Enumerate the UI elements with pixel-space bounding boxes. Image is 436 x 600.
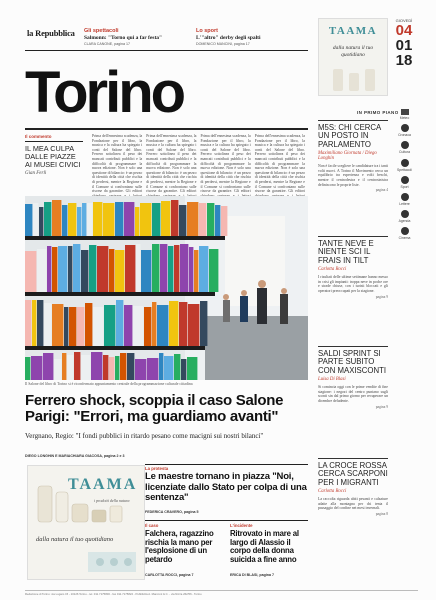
teaser-tag: Lo sport bbox=[196, 28, 218, 34]
body-column: Prima dell'ennesima scadenza, la Fondazione per il libro, la musica e la cultura ha spiegato i conti del Salone del libro. Ferrero sottolinea il peso dei mancati contributi pubblici e la difficoltà di programmare la nuova edizione. Non è solo una questione di bilancio: è un pezzo di identità della città che rischia di perdersi, mentre la Regione e il Comune si confrontano sulle risorse da garantire. Gli editori bbox=[254, 134, 305, 194]
book-spine bbox=[82, 203, 86, 236]
book-spine bbox=[32, 300, 36, 346]
advert-brand: TAAMA bbox=[328, 25, 378, 37]
book-spine bbox=[179, 302, 187, 346]
advert-slogan: dalla natura il tuo quotidiano bbox=[36, 536, 114, 543]
book-spine bbox=[174, 354, 180, 380]
book-spine bbox=[37, 300, 43, 346]
section-icon bbox=[401, 176, 409, 184]
right-story-page: pagina 9 bbox=[375, 294, 388, 299]
right-story[interactable] bbox=[318, 124, 388, 192]
book-spine bbox=[140, 203, 151, 236]
teaser-headline: L'"altro" derby degli spalti bbox=[196, 34, 261, 41]
section-icon bbox=[401, 124, 409, 132]
divider bbox=[25, 141, 83, 142]
book-spine bbox=[68, 246, 72, 292]
body-column: Prima dell'ennesima scadenza, la Fondazione per il libro, la musica e la cultura ha spiegato i conti del Salone del libro. Ferrero sottolinea il peso dei mancati contributi pubblici e la difficoltà di programmare la nuova edizione. Non è solo una questione di bilancio: è un pezzo di identità della città che rischia di perdersi, mentre la Regione e il Comune si confrontano sulle risorse da garantire. Gli editori bbox=[92, 134, 143, 194]
book-spine bbox=[77, 207, 81, 236]
book-spine bbox=[179, 205, 186, 236]
story-kicker: La protesta bbox=[145, 466, 169, 471]
book-spine bbox=[44, 303, 51, 346]
right-story-byline: Maximiliano Giornata / Diego Longhin bbox=[318, 151, 377, 162]
commentary-body bbox=[92, 134, 305, 196]
book-spine bbox=[199, 246, 208, 292]
section-icon bbox=[401, 193, 409, 201]
right-story[interactable] bbox=[318, 462, 388, 516]
book-spine bbox=[199, 203, 206, 236]
book-spine bbox=[89, 245, 96, 292]
index-label[interactable]: Lettere bbox=[399, 202, 410, 207]
date-year: 18 bbox=[395, 52, 413, 69]
book-spine bbox=[64, 307, 68, 346]
book-spine bbox=[115, 250, 124, 292]
book-spine bbox=[62, 353, 66, 380]
teaser-byline: CLARA CANONE, pagina 17 bbox=[84, 42, 130, 47]
book-spine bbox=[159, 353, 163, 380]
book-spine bbox=[127, 353, 134, 380]
right-story-headline: LA CROCE ROSSA CERCA SCARPONI PER I MIGRANTI bbox=[318, 461, 388, 487]
section-label: IN PRIMO PIANO bbox=[357, 110, 399, 115]
book-spine bbox=[103, 355, 108, 380]
story-kicker: Il caso bbox=[145, 523, 159, 528]
book-spine bbox=[109, 249, 114, 292]
book-spine bbox=[25, 300, 31, 346]
book-spine bbox=[124, 202, 134, 236]
body-column: Prima dell'ennesima scadenza, la Fondazione per il libro, la musica e la cultura ha spiegato i conti del Salone del libro. Ferrero sottolinea il peso dei mancati contributi pubblici e la difficoltà di programmare la nuova edizione. Non è solo una questione di bilancio: è un pezzo di identità della città che rischia di perdersi, mentre la Regione e il Comune si confrontano sulle risorse da garantire. Gli editori bbox=[146, 134, 197, 194]
book-spine bbox=[133, 306, 143, 346]
right-story-byline: Carlotta Rocci bbox=[318, 267, 347, 273]
right-story-text: Non è facile scegliere le candidature tra i tanti volti nuovi. A Torino il Movimento cerca un equilibrio tra esperienza e volti freschi, mentre il centrodestra e il centrosinistra definiscono le proprie liste. bbox=[318, 164, 388, 187]
right-story-page: pagina 4 bbox=[375, 188, 388, 193]
section-icon bbox=[401, 159, 409, 167]
right-story-byline: Luisa Di Blasi bbox=[318, 377, 346, 383]
index-label[interactable]: Sport bbox=[400, 184, 409, 189]
section-icon bbox=[401, 141, 409, 149]
book-spine bbox=[68, 203, 76, 236]
main-deck: Vergnano, Regio: "I fondi pubblici in ritardo pesano come macigni sui nostri bilanci" bbox=[25, 432, 264, 440]
right-story[interactable] bbox=[318, 350, 388, 409]
book-spine bbox=[181, 359, 186, 380]
book-spine bbox=[120, 353, 126, 380]
book-spine bbox=[43, 353, 53, 380]
right-story-headline: M5S: CHI CERCA UN POSTO IN PARLAMENTO bbox=[318, 123, 381, 149]
weather-icon bbox=[401, 109, 409, 115]
page-footer: Redazione di Torino: via Lugaro 15 - 10126 Torino - tel. 011.7175800 - fax 011.7175822 - Pubblicità A. Manzoni & C. - via Nizza 262/56 - Torino bbox=[25, 590, 418, 596]
right-story-text: Si comincia oggi con le prime vendite di fine stagione: i negozi del centro puntano sugli sconti sin dal primo giorno per recuperare un dicembre deludente. bbox=[318, 385, 388, 403]
book-spine bbox=[97, 246, 108, 292]
main-headline[interactable]: Ferrero shock, scoppia il caso Salone Parigi: "Errori, ma guardiamo avanti" bbox=[25, 392, 284, 425]
issue-date bbox=[390, 18, 418, 68]
teaser-sport[interactable] bbox=[196, 28, 308, 48]
commentary[interactable] bbox=[25, 134, 83, 176]
book-spine bbox=[33, 203, 38, 236]
book-spine bbox=[187, 357, 197, 380]
divider bbox=[318, 346, 388, 347]
book-spine bbox=[54, 359, 61, 380]
book-spine bbox=[85, 303, 92, 346]
book-spine bbox=[115, 202, 123, 236]
book-spine bbox=[215, 205, 220, 236]
book-spine bbox=[52, 304, 63, 346]
book-spine bbox=[189, 247, 193, 292]
book-spine bbox=[81, 355, 90, 380]
book-spine bbox=[125, 245, 135, 292]
date-day: 04 bbox=[395, 22, 413, 39]
book-spine bbox=[168, 246, 173, 292]
book-spine bbox=[52, 200, 61, 236]
book-spine bbox=[67, 355, 73, 380]
book-spine bbox=[152, 203, 160, 236]
right-story-byline: Carlotta Rocci bbox=[318, 489, 347, 495]
book-spine bbox=[136, 244, 140, 292]
body-column: Prima dell'ennesima scadenza, la Fondazione per il libro, la musica e la cultura ha spiegato i conti del Salone del libro. Ferrero sottolinea il peso dei mancati contributi pubblici e la difficoltà di programmare la nuova edizione. Non è solo una questione di bilancio: è un pezzo di identità della città che rischia di perdersi, mentre la Regione e il Comune si confrontano sulle risorse da garantire. Gli editori bbox=[200, 134, 251, 194]
index-label[interactable]: Cinema bbox=[398, 236, 411, 241]
book-spine bbox=[52, 247, 57, 292]
book-spine bbox=[135, 359, 146, 380]
story-headline[interactable]: Falchera, ragazzino rischia la mano per l'esplosione di un petardo bbox=[145, 529, 214, 564]
book-spine bbox=[141, 250, 151, 292]
book-spine bbox=[31, 356, 42, 380]
book-spine bbox=[135, 207, 139, 236]
divider bbox=[318, 458, 388, 459]
book-spine bbox=[171, 200, 178, 236]
book-spine bbox=[39, 207, 43, 236]
book-spine bbox=[152, 302, 156, 346]
right-story-text: La raccolta riguarda abiti pesanti e calzature adatte alla montagna per chi tenta il passaggio del confine nei mesi invernali. bbox=[318, 497, 388, 511]
index-label[interactable]: Cultura bbox=[399, 150, 410, 155]
advert-top[interactable] bbox=[318, 18, 388, 96]
divider bbox=[145, 520, 308, 521]
book-spine bbox=[169, 301, 178, 346]
book-spine bbox=[77, 307, 84, 346]
book-spine bbox=[44, 202, 51, 236]
book-spine bbox=[188, 304, 199, 346]
product-illustration bbox=[28, 466, 146, 581]
book-spine bbox=[157, 305, 168, 346]
commentary-kicker: Il commento bbox=[25, 134, 52, 139]
book-spine bbox=[74, 352, 80, 380]
book-spine bbox=[187, 202, 198, 236]
date-month: 01 bbox=[395, 37, 413, 54]
book-spine bbox=[47, 246, 51, 292]
book-spine bbox=[124, 305, 132, 346]
commentary-headline: IL MEA CULPA DALLE PIAZZE AI MUSEI CIVICI bbox=[25, 144, 81, 169]
book-spine bbox=[200, 301, 207, 346]
story-headline[interactable]: Ritrovato in mare al largo di Alassio il corpo della donna suicida a fine anno bbox=[230, 529, 299, 564]
product-image bbox=[333, 69, 343, 91]
book-spine bbox=[58, 246, 67, 292]
book-spine bbox=[37, 249, 46, 292]
right-story-page: pagina 9 bbox=[375, 404, 388, 409]
teaser-tag: Gli spettacoli bbox=[84, 28, 119, 34]
right-story[interactable] bbox=[318, 240, 388, 299]
divider bbox=[145, 464, 308, 465]
story-byline: ERICA DI BLASI, pagina 7 bbox=[230, 573, 274, 577]
index-label[interactable]: Spettacoli bbox=[397, 167, 412, 172]
story-byline: FEDERICA CRAVERO, pagina 5 bbox=[145, 510, 199, 514]
story-headline[interactable]: Le maestre tornano in piazza "Noi, licenziate dallo Stato per colpa di una sentenza" bbox=[145, 471, 307, 503]
book-spine bbox=[180, 244, 188, 292]
book-spine bbox=[73, 244, 80, 292]
book-spine bbox=[207, 203, 214, 236]
book-spine bbox=[109, 357, 114, 380]
book-spine bbox=[93, 202, 102, 236]
book-spine bbox=[174, 245, 179, 292]
book-spine bbox=[209, 249, 218, 292]
advert-tagline: i prodotti della natura bbox=[94, 498, 130, 503]
main-credit: DIEGO LONGHIN E MARIACHIARA GIACOSA, pagina 2 e 3 bbox=[25, 454, 125, 458]
section-icon bbox=[401, 227, 409, 235]
book-spine bbox=[160, 244, 167, 292]
book-spine bbox=[103, 203, 114, 236]
section-icon bbox=[401, 210, 409, 218]
bookshelf-illustration bbox=[25, 196, 308, 380]
divider bbox=[25, 128, 308, 130]
book-spine bbox=[152, 244, 159, 292]
masthead-title: Torino bbox=[25, 60, 184, 125]
right-story-page: pagina 8 bbox=[375, 512, 388, 516]
book-spine bbox=[115, 356, 119, 380]
book-spine bbox=[25, 251, 36, 292]
book-spine bbox=[91, 352, 102, 380]
right-story-text: I risultati delle ultime settimane hanno messo in crisi gli impianti: troppa neve in poche ore e strade chiuse, con i turisti bloccati e gli operatori preoccupati per la stagione. bbox=[318, 275, 388, 293]
book-spine bbox=[116, 300, 123, 346]
right-story-headline: SALDI SPRINT SI PARTE SUBITO CON MAXISCONTI bbox=[318, 349, 387, 375]
story-byline: CARLOTTA ROCCI, pagina 7 bbox=[145, 573, 194, 577]
story-kicker: L'incidente bbox=[230, 523, 253, 528]
book-spine bbox=[25, 204, 32, 236]
photo-caption: Il Salone del libro di Torino si è riconfermato appuntamento centrale della programmazione culturale cittadina bbox=[25, 382, 193, 386]
commentary-byline: Gian Ferli bbox=[25, 171, 47, 176]
divider bbox=[25, 50, 308, 51]
book-spine bbox=[104, 305, 115, 346]
book-spine bbox=[87, 203, 92, 236]
index-label[interactable]: Meteo bbox=[399, 116, 410, 120]
product-image bbox=[349, 73, 359, 91]
page-index bbox=[391, 105, 418, 241]
book-spine bbox=[93, 307, 103, 346]
teaser-headline: Salmonn: "Torno qui a far festa" bbox=[84, 34, 163, 41]
book-spine bbox=[221, 206, 227, 236]
date-weekday: GIOVEDÌ bbox=[395, 18, 413, 23]
book-spine bbox=[161, 201, 170, 236]
book-spine bbox=[194, 250, 198, 292]
book-spine bbox=[81, 250, 88, 292]
book-spine bbox=[69, 307, 76, 346]
book-spine bbox=[62, 205, 67, 236]
teaser-byline: DOMENICO MANCINI, pagina 17 bbox=[196, 42, 250, 47]
book-spine bbox=[164, 356, 173, 380]
teaser-spettacoli[interactable] bbox=[84, 28, 194, 48]
right-story-headline: TANTE NEVE E NIENTE SCI IL FRAIS IN TILT bbox=[318, 239, 374, 265]
divider bbox=[318, 120, 388, 121]
index-label[interactable]: Agenda bbox=[398, 219, 411, 224]
book-spine bbox=[144, 307, 151, 346]
advert-bottom[interactable] bbox=[27, 465, 145, 580]
advert-slogan: dalla natura il tuo quotidiano bbox=[332, 45, 374, 58]
logo: la Repubblica bbox=[27, 28, 75, 38]
product-image bbox=[365, 69, 375, 91]
divider bbox=[318, 236, 388, 237]
book-spine bbox=[25, 357, 30, 380]
advert-brand: TAAMA bbox=[68, 476, 138, 493]
index-label[interactable]: Cronaca bbox=[398, 133, 411, 138]
book-spine bbox=[147, 358, 158, 380]
main-photo[interactable] bbox=[25, 196, 308, 380]
